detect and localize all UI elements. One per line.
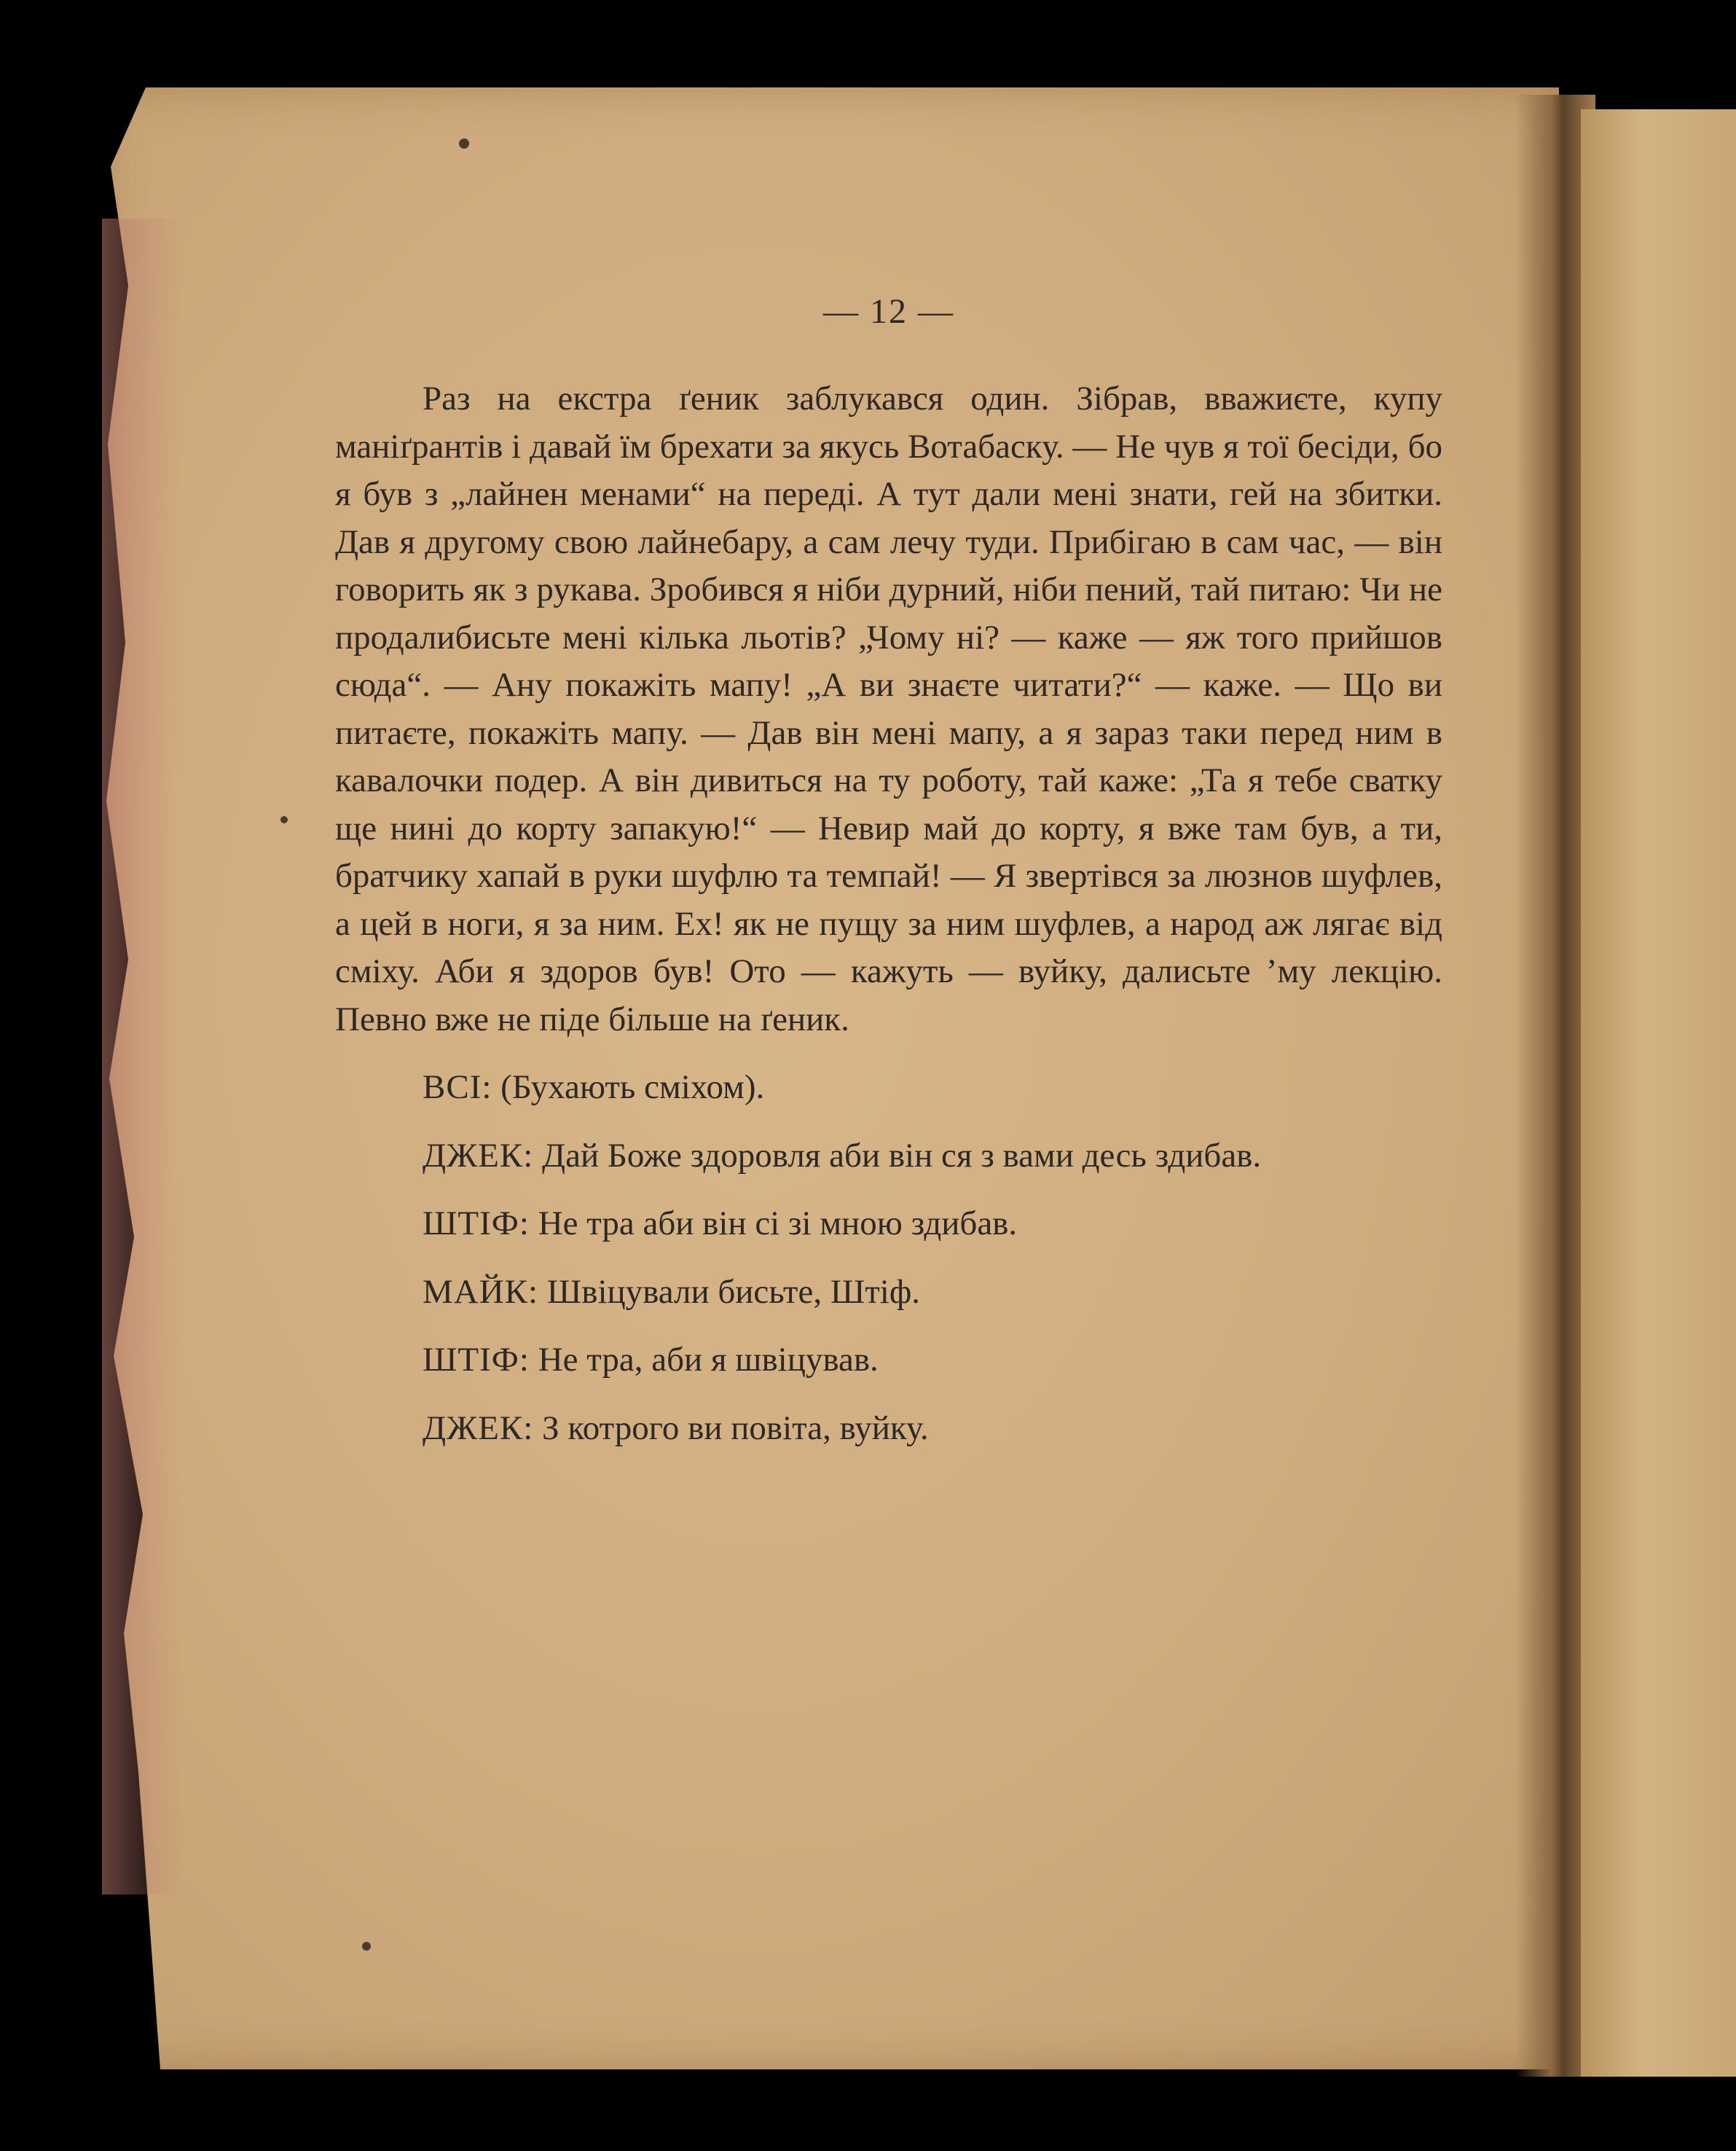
paper-speck (459, 138, 469, 149)
dialogue-line (335, 1405, 1442, 1453)
speaker-name: ШТІФ: (423, 1341, 530, 1379)
page-text-block (335, 291, 1442, 1473)
narrative-paragraph: Раз на екстра ґеник заблукався один. Зібрав, вважиєте, купу маніґрантів і давай їм брехати за якусь Вотабаску. — Не чув я тої бесіди, бо я був з „лайнен менами“ на переді. А тут дали мені знати, гей на збитки. Дав я другому свою лайнебару, а сам лечу туди. Прибігаю в сам час, — він говорить як з рукава. Зробився я ніби дурний, ніби пений, тай питаю: Чи не продалибисьте мені кілька льотів? „Чому ні? — каже — яж того прийшов сюда“. — Ану покажіть мапу! „А ви знаєте читати?“ — каже. — Що ви питаєте, покажіть мапу. — Дав він мені мапу, а я зараз таки перед ним в кавалочки подер. А він дивиться на ту роботу, тай каже: „Та я тебе сватку ще нині до корту запакую!“ — Невир май до корту, я вже там був, а ти, братчику хапай в руки шуфлю та темпай! — Я звертівся за люзнов шуфлев, а цей в ноги, я за ним. Ех! як не пущу за ним шуфлев, а народ аж лягає від сміху. Аби я здоров був! Ото — кажуть — вуйку, далисьте ’му лекцію. Певно вже не піде більше на ґеник. (335, 380, 1442, 1038)
page-number: — 12 — (823, 292, 954, 331)
speaker-name: ВСІ: (423, 1068, 492, 1106)
dialogue-line (335, 1336, 1442, 1384)
dialogue-text: Дай Боже здоровля аби він ся з вами десь здибав. (542, 1136, 1262, 1175)
paper-speck (362, 1942, 371, 1951)
facing-page-edge (1581, 109, 1736, 2077)
speaker-name: ШТІФ: (423, 1204, 530, 1242)
dialogue-line (335, 1200, 1442, 1248)
dialogue-line (335, 1269, 1442, 1317)
dialogue-text: З котрого ви повіта, вуйку. (542, 1408, 929, 1447)
speaker-name: ДЖЕК: (423, 1136, 534, 1175)
speaker-name: ДЖЕК: (423, 1408, 534, 1447)
dialogue-text: Не тра, аби я швіцував. (538, 1341, 879, 1379)
dialogue-line (335, 1064, 1442, 1112)
speaker-name: МАЙК: (423, 1272, 539, 1311)
dialogue-line (335, 1132, 1442, 1180)
dialogue-text: Швіцували бисьте, Штіф. (546, 1272, 921, 1311)
dialogue-text: Не тра аби він сі зі мною здибав. (538, 1204, 1018, 1242)
dialogue-text: (Бухають сміхом). (500, 1068, 765, 1106)
paper-speck (280, 816, 288, 823)
